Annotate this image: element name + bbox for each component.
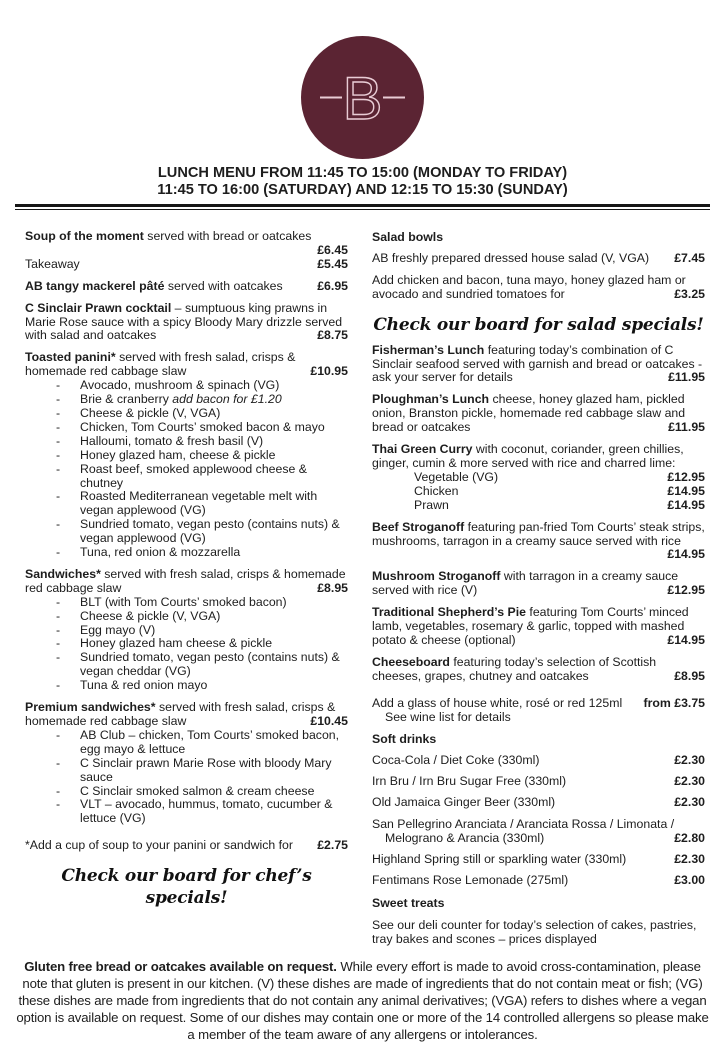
menu-title-line1: LUNCH MENU FROM 11:45 TO 15:00 (MONDAY TO FRIDAY)	[157, 165, 568, 181]
text: See our deli counter for today’s selection of cakes, pastries, tray bakes and scones – prices displayed	[372, 917, 697, 946]
list-item	[25, 490, 348, 518]
list-item	[25, 463, 348, 491]
price: from £3.75	[643, 695, 705, 710]
text: AB freshly prepared dressed house salad (V, VGA)	[372, 250, 650, 265]
list-item	[25, 449, 348, 463]
text: Halloumi, tomato & fresh basil (V)	[80, 433, 264, 448]
list-item	[25, 407, 348, 421]
price: £10.95	[310, 364, 348, 379]
right-column	[372, 222, 705, 946]
soup-addon	[25, 839, 348, 853]
text: Old Jamaica Ginger Beer (330ml)	[372, 795, 556, 810]
text: Highland Spring still or sparkling water (330ml)	[372, 851, 627, 866]
text: Roast beef, smoked applewood cheese & chutney	[80, 461, 307, 490]
bold-text: Thai Green Curry	[372, 442, 473, 457]
list-item	[25, 798, 348, 826]
logo-wrap	[0, 0, 725, 159]
bold-text: AB tangy mackerel pâté	[25, 278, 165, 293]
italic-text: add bacon for £1.20	[172, 392, 282, 407]
bold-text: C Sinclair Prawn cocktail	[25, 300, 172, 315]
list-item	[25, 610, 348, 624]
text: While every effort is made to avoid cross-contamination, please note that gluten is present in our kitchen. (V) these dishes are made of ingredients that do not contain meat or fish; (VG) these dishes are made from ingredients that do not contain any animal derivatives; (VGA) refers to dishes where a vegan option is available on request. Some of our dishes may contain one or more of the 14 controlled allergens so please make a member of the team aware of any allergens or intolerances.	[16, 959, 709, 1043]
text: Tuna & red onion mayo	[80, 678, 208, 693]
text: Add chicken and bacon, tuna mayo, honey glazed ham or avocado and sundried tomatoes for	[372, 272, 686, 301]
text: with coconut, coriander, green chillies, ginger, cumin & more served with rice and charred lime:	[372, 442, 684, 470]
text: Brie & cranberry	[80, 392, 173, 407]
list-item	[25, 379, 348, 393]
bold-text: Gluten free bread or oatcakes available on request.	[24, 959, 337, 975]
price: £8.95	[317, 580, 348, 595]
thai-green-curry	[372, 443, 705, 471]
text: – sumptuous king prawns in Marie Rose sauce with a spicy Bloody Mary drizzle served with salad and oatcakes	[25, 300, 343, 343]
text: Prawn	[414, 497, 449, 512]
text: BLT (with Tom Courts’ smoked bacon)	[80, 594, 287, 609]
bold-text: Mushroom Stroganoff	[372, 569, 501, 584]
bold-text: Soup of the moment	[25, 229, 144, 243]
text: Fentimans Rose Lemonade (275ml)	[372, 872, 569, 887]
salad-addons	[372, 274, 705, 302]
bold-text: Toasted panini*	[25, 350, 116, 365]
price: £2.30	[674, 795, 705, 810]
premium-sandwiches	[25, 701, 348, 729]
wine-list-note	[372, 711, 705, 725]
price: £7.45	[674, 250, 705, 265]
logo-letter: B	[342, 65, 383, 132]
price: £5.45	[317, 256, 348, 271]
text: *Add a cup of soup to your panini or sandwich for	[25, 838, 293, 853]
text: Sundried tomato, vegan pesto (contains nuts) & vegan cheddar (VG)	[80, 650, 340, 679]
text: Egg mayo (V)	[80, 622, 156, 637]
takeaway	[25, 258, 348, 272]
san-pellegrino	[372, 818, 705, 846]
text: Add a glass of house white, rosé or red 125ml	[372, 695, 623, 710]
coca-cola	[372, 754, 705, 768]
price: £2.30	[674, 851, 705, 866]
list-item	[25, 546, 348, 560]
logo-circle	[301, 36, 424, 159]
list-item	[25, 596, 348, 610]
ploughmans-lunch	[372, 393, 705, 435]
old-jamaica	[372, 796, 705, 810]
bold-text: Salad bowls	[372, 230, 444, 244]
list-item	[25, 421, 348, 435]
list-item	[25, 393, 348, 407]
fishermans-lunch	[372, 344, 705, 386]
price: £2.75	[317, 838, 348, 853]
text: served with fresh salad, crisps & homemade red cabbage slaw	[25, 566, 346, 595]
text: Chicken, Tom Courts’ smoked bacon & mayo	[80, 419, 325, 434]
salad-specials-note: Check our board for salad specials!	[373, 314, 704, 335]
bold-text: Traditional Shepherd’s Pie	[372, 605, 526, 620]
text: Sundried tomato, vegan pesto (contains nuts) & vegan applewood (VG)	[80, 517, 340, 546]
text: C Sinclair prawn Marie Rose with bloody Mary sauce	[80, 755, 332, 784]
price: £2.30	[674, 753, 705, 768]
list-item	[25, 679, 348, 693]
thai-chicken	[372, 485, 705, 499]
price: £11.95	[668, 370, 705, 385]
bold-text: Fisherman’s Lunch	[372, 342, 485, 357]
bold-text: Premium sandwiches*	[25, 700, 156, 715]
price: £12.95	[667, 583, 705, 598]
list-item	[25, 729, 348, 757]
sweet-treats-heading	[372, 897, 705, 911]
house-salad	[372, 252, 705, 266]
text: with tarragon in a creamy sauce served with rice (V)	[372, 569, 679, 598]
soft-drinks-heading	[372, 733, 705, 747]
price: £2.80	[674, 831, 705, 845]
list-item	[25, 624, 348, 638]
bold-text: Sweet treats	[372, 895, 445, 910]
left-column	[25, 222, 348, 946]
list-item	[25, 785, 348, 799]
text: AB Club – chicken, Tom Courts’ smoked bacon, egg mayo & lettuce	[80, 727, 340, 756]
price: £14.95	[667, 497, 705, 512]
text: featuring pan-fried Tom Courts’ steak strips, mushrooms, tarragon in a creamy sauce served with rice	[372, 519, 705, 548]
text: served with fresh salad, crisps & homemade red cabbage slaw	[25, 700, 336, 728]
bold-text: Sandwiches*	[25, 566, 101, 581]
text: Cheese & pickle (V, VGA)	[80, 608, 221, 623]
brand-logo-icon	[301, 36, 424, 159]
price: £12.95	[667, 469, 705, 484]
bold-text: Ploughman’s Lunch	[372, 392, 490, 407]
list-item	[25, 435, 348, 449]
text: cheese, honey glazed ham, pickled onion, Branston pickle, homemade red cabbage slaw and bread or oatcakes	[372, 392, 686, 435]
text: Avocado, mushroom & spinach (VG)	[80, 378, 280, 393]
price: £14.95	[667, 547, 705, 562]
price: £8.75	[317, 328, 348, 343]
text: Takeaway	[25, 256, 80, 271]
price: £6.45	[317, 242, 348, 257]
price: £8.95	[674, 668, 705, 683]
price: £6.95	[317, 278, 348, 293]
chefs-specials-note: Check our board for chef’s specials!	[61, 866, 312, 909]
irn-bru	[372, 775, 705, 789]
menu-columns	[0, 210, 725, 946]
text: Tuna, red onion & mozzarella	[80, 545, 241, 560]
sandwiches	[25, 568, 348, 596]
text: Coca-Cola / Diet Coke (330ml)	[372, 753, 540, 768]
price: £10.45	[310, 714, 348, 728]
house-wine	[372, 697, 705, 711]
list-item	[25, 637, 348, 651]
text: Chicken	[414, 483, 459, 498]
sweet-treats-note	[372, 919, 705, 947]
list-item	[25, 518, 348, 546]
text: See wine list for details	[385, 709, 511, 724]
toasted-panini	[25, 351, 348, 379]
price: £3.25	[674, 286, 705, 301]
price: £11.95	[668, 420, 705, 435]
price: £2.30	[674, 774, 705, 789]
price: £14.95	[667, 632, 705, 647]
bold-text: Cheeseboard	[372, 654, 450, 669]
highland-spring	[372, 853, 705, 867]
thai-prawn	[372, 499, 705, 513]
text: served with oatcakes	[164, 278, 283, 293]
price: £14.95	[667, 483, 705, 498]
soup-of-the-moment	[25, 230, 348, 258]
beef-stroganoff	[372, 521, 705, 563]
text: Honey glazed ham, cheese & pickle	[80, 447, 276, 462]
cheeseboard	[372, 656, 705, 684]
text: Cheese & pickle (V, VGA)	[80, 405, 221, 420]
text: C Sinclair smoked salmon & cream cheese	[80, 783, 315, 798]
menu-title	[0, 165, 725, 199]
shepherds-pie	[372, 606, 705, 648]
text: Honey glazed ham cheese & pickle	[80, 636, 273, 651]
salad-bowls-heading	[372, 231, 705, 245]
fentimans	[372, 874, 705, 888]
text: Roasted Mediterranean vegetable melt with vegan applewood (VG)	[80, 489, 318, 518]
text: served with bread or oatcakes	[143, 229, 312, 243]
allergen-notice	[14, 958, 711, 1043]
text: San Pellegrino Aranciata / Aranciata Rossa / Limonata / Melograno & Arancia (330ml)	[372, 817, 675, 845]
prawn-cocktail	[25, 302, 348, 344]
mushroom-stroganoff	[372, 570, 705, 598]
list-item	[25, 757, 348, 785]
menu-title-line2: 11:45 TO 16:00 (SATURDAY) AND 12:15 TO 15:30 (SUNDAY)	[157, 182, 568, 198]
thai-vegetable	[372, 471, 705, 485]
bold-text: Beef Stroganoff	[372, 519, 465, 534]
text: VLT – avocado, hummus, tomato, cucumber & lettuce (VG)	[80, 797, 333, 826]
text: Vegetable (VG)	[414, 469, 499, 484]
text: Irn Bru / Irn Bru Sugar Free (330ml)	[372, 774, 567, 789]
mackerel-pate	[25, 280, 348, 294]
text: featuring today’s combination of C Sinclair seafood served with garnish and bread or oatcakes - ask your server for details	[372, 342, 703, 385]
price: £3.00	[674, 872, 705, 887]
list-item	[25, 651, 348, 679]
bold-text: Soft drinks	[372, 732, 437, 747]
text: featuring today’s selection of Scottish cheeses, grapes, chutney and oatcakes	[372, 654, 657, 683]
text: featuring Tom Courts’ minced lamb, vegetables, rosemary & garlic, topped with mashed potato & cheese (optional)	[372, 605, 689, 647]
text: served with fresh salad, crisps & homemade red cabbage slaw	[25, 350, 296, 379]
